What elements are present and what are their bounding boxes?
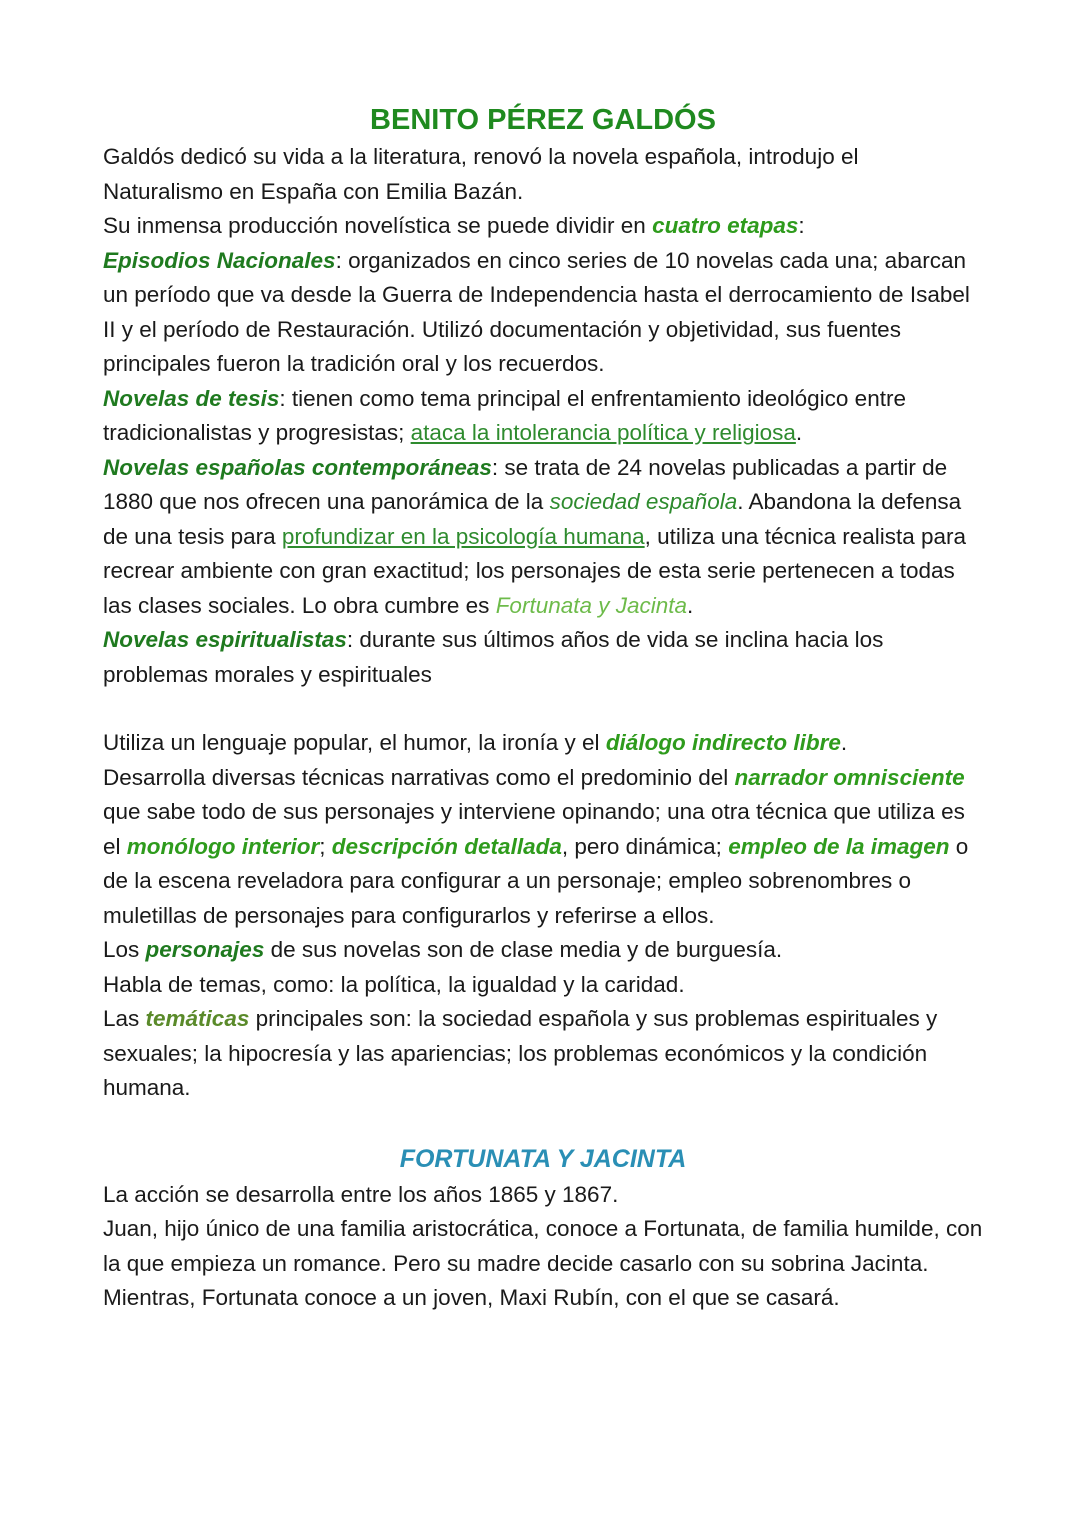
fortunata-paragraph: Mientras, Fortunata conoce a un joven, Maxi Rubín, con el que se casará. bbox=[103, 1285, 840, 1310]
fortunata-paragraph: La acción se desarrolla entre los años 1865 y 1867. bbox=[103, 1181, 619, 1207]
style-temas: Habla de temas, como: la política, la igualdad y la caridad. bbox=[103, 971, 685, 997]
section-title-fortunata: FORTUNATA Y JACINTA bbox=[399, 1144, 687, 1173]
keyword-imagen: empleo de la imagen bbox=[728, 833, 950, 859]
keyword-narrador: narrador omnisciente bbox=[734, 764, 965, 790]
spacer bbox=[103, 692, 983, 726]
italic-sociedad: sociedad española bbox=[549, 489, 738, 514]
document-page bbox=[103, 100, 983, 1316]
keyword-tematicas: temáticas bbox=[145, 1006, 250, 1031]
underlined-intolerancia: ataca la intolerancia política y religiosa bbox=[410, 420, 796, 445]
stage-contemporaneas: Novelas españolas contemporáneas: se trata de 24 novelas publicadas a partir de 1880 que nos ofrecen una panorámica de la sociedad española. Abandona la defensa de una tesis para profundizar en la psicología humana, utiliza una técnica realista para recrear ambiente con gran exactitud; los personajes de esta serie pertenecen a todas las clases sociales. Lo obra cumbre es Fortunata y Jacinta. bbox=[103, 454, 967, 618]
stage-espiritualistas: Novelas espiritualistas: durante sus últimos años de vida se inclina hacia los problemas morales y espirituales bbox=[103, 627, 884, 687]
style-language: Utiliza un lenguaje popular, el humor, la ironía y el diálogo indirecto libre. bbox=[103, 730, 848, 755]
keyword-cuatro-etapas: cuatro etapas bbox=[652, 213, 799, 238]
style-personajes: Los personajes de sus novelas son de clase media y de burguesía. bbox=[103, 937, 783, 962]
stage-episodios: Episodios Nacionales: organizados en cinco series de 10 novelas cada una; abarcan un período que va desde la Guerra de Independencia hasta el derrocamiento de Isabel II y el período de Restauración. Utilizó documentación y objetividad, sus fuentes principales fueron la tradición oral y los recuerdos. bbox=[103, 247, 970, 376]
stage-tesis: Novelas de tesis: tienen como tema principal el enfrentamiento ideológico entre tradicionalistas y progresistas; ataca la intolerancia política y religiosa. bbox=[103, 385, 906, 445]
page-title: BENITO PÉREZ GALDÓS bbox=[370, 104, 716, 136]
keyword-contemporaneas: Novelas españolas contemporáneas bbox=[103, 454, 492, 480]
intro-paragraph: Galdós dedicó su vida a la literatura, renovó la novela española, introdujo el Naturalismo en España con Emilia Bazán. bbox=[103, 144, 859, 204]
work-title-fortunata: Fortunata y Jacinta bbox=[495, 592, 688, 618]
fortunata-paragraph: Juan, hijo único de una familia aristocrática, conoce a Fortunata, de familia humilde, con la que empieza un romance. Pero su madre decide casarlo con su sobrina Jacinta. bbox=[103, 1216, 983, 1276]
keyword-espiritualistas: Novelas espiritualistas bbox=[103, 627, 347, 652]
keyword-dialogo: diálogo indirecto libre bbox=[605, 730, 841, 755]
stages-intro: Su inmensa producción novelística se puede dividir en cuatro etapas: bbox=[103, 213, 805, 238]
keyword-episodios: Episodios Nacionales bbox=[103, 247, 336, 273]
underlined-psicologia: profundizar en la psicología humana bbox=[281, 523, 645, 549]
keyword-personajes: personajes bbox=[145, 937, 265, 962]
keyword-monologo: monólogo interior bbox=[126, 833, 320, 859]
style-techniques: Desarrolla diversas técnicas narrativas como el predominio del narrador omnisciente que sabe todo de sus personajes y interviene opinando; una otra técnica que utiliza es el monólogo interior; descripción detallada, pero dinámica; empleo de la imagen o de la escena reveladora para configurar a un personaje; empleo sobrenombres o muletillas de personajes para configurarlos y referirse a ellos. bbox=[103, 764, 969, 928]
keyword-tesis: Novelas de tesis bbox=[103, 385, 280, 411]
keyword-descripcion: descripción detallada bbox=[331, 833, 562, 859]
style-tematicas: Las temáticas principales son: la sociedad española y sus problemas espirituales y sexuales; la hipocresía y las apariencias; los problemas económicos y la condición humana. bbox=[103, 1006, 938, 1100]
spacer bbox=[103, 1106, 983, 1140]
